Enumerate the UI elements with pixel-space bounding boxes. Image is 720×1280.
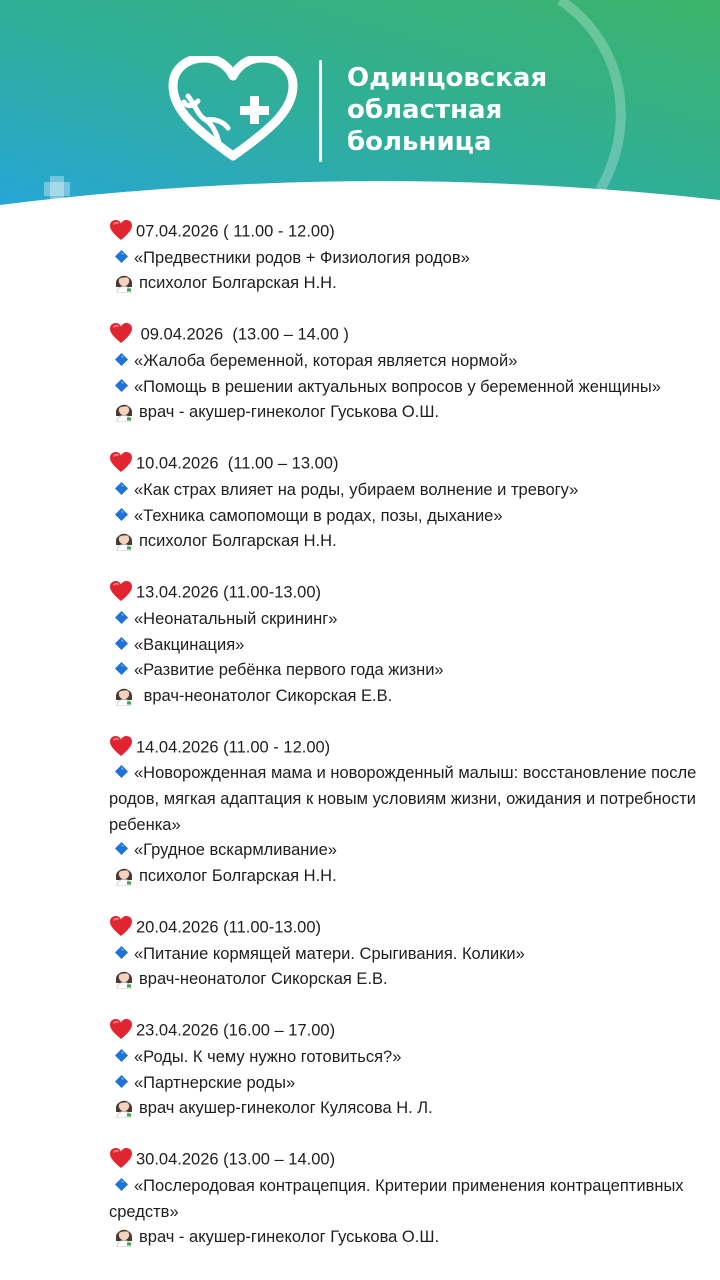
event-topic [109,375,709,401]
blue-diamond-icon [115,482,128,495]
event-topic-text: «Роды. К чему нужно готовиться?» [134,1048,402,1066]
event-speaker: врач - акушер-гинеколог Гуськова О.Ш. [139,1228,440,1247]
hospital-name-line3: больница [347,127,492,157]
blue-diamond-icon [115,1075,128,1088]
event-date-line [109,451,709,478]
event-topic [109,658,709,684]
event-speaker-line [109,529,709,555]
event-topic-text: «Как страх влияет на роды, убираем волнение и тревогу» [134,480,579,499]
event-speaker-line [109,400,709,426]
event-topic [109,1071,709,1097]
event-speaker-line [109,1096,709,1122]
event-item [109,915,709,993]
doctor-woman-icon [113,400,135,422]
event-item [109,1147,709,1250]
event-topic [109,942,709,968]
event-topic [109,349,709,375]
event-topic [109,838,709,864]
blue-diamond-icon [115,611,128,624]
logo-divider [319,60,322,162]
hospital-name [347,62,547,158]
event-item [109,322,709,425]
event-speaker-line [109,1225,709,1251]
event-item [109,219,709,297]
event-date: 09.04.2026 (13.00 – 14.00 ) [136,326,349,345]
blue-diamond-icon [115,508,128,521]
blue-diamond-icon [115,765,128,778]
blue-diamond-icon [115,250,128,263]
event-topic-text: «Жалоба беременной, которая является нормой» [134,351,518,370]
event-speaker: врач - акушер-гинеколог Гуськова О.Ш. [139,403,440,422]
blue-diamond-icon [115,1049,128,1062]
event-item [109,451,709,554]
red-heart-icon [109,322,133,349]
blue-diamond-icon [115,662,128,675]
event-date-line [109,1018,709,1045]
event-speaker: врач акушер-гинеколог Кулясова Н. Л. [139,1099,433,1118]
event-topic-text: «Предвестники родов + Физиология родов» [134,248,470,267]
event-date-line [109,1147,709,1174]
event-topic-text: «Вакцинация» [134,635,245,654]
event-speaker: врач-неонатолог Сикорская Е.В. [139,970,388,989]
event-speaker-line [109,271,709,297]
event-speaker: психолог Болгарская Н.Н. [139,866,337,885]
blue-diamond-icon [115,379,128,392]
event-topic [109,246,709,272]
event-item [109,580,709,709]
event-speaker: психолог Болгарская Н.Н. [139,274,337,293]
event-topic [109,633,709,659]
event-speaker-line [109,864,709,890]
event-topic-text: «Развитие ребёнка первого года жизни» [134,661,444,680]
event-speaker: психолог Болгарская Н.Н. [139,532,337,551]
blue-diamond-icon [115,637,128,650]
event-date: 30.04.2026 (13.00 – 14.00) [136,1151,336,1170]
event-topic-text: «Партнерские роды» [134,1073,296,1092]
event-speaker: врач-неонатолог Сикорская Е.В. [139,686,393,705]
red-heart-icon [109,451,133,478]
event-item [109,735,709,890]
event-date: 10.04.2026 (11.00 – 13.00) [136,455,339,473]
event-topic-text: «Помощь в решении актуальных вопросов у беременной женщины» [134,377,661,396]
blue-diamond-icon [115,946,128,959]
event-topic-text: «Питание кормящей матери. Срыгивания. Колики» [134,944,525,963]
event-topic-text: «Послеродовая контрацепция. Критерии применения контрацептивных средств» [109,1176,684,1221]
event-topic-text: «Грудное вскармливание» [134,841,337,860]
red-heart-icon [109,219,133,246]
schedule-list [109,219,709,1276]
blue-diamond-icon [115,353,128,366]
red-heart-icon [109,1018,133,1045]
event-date-line [109,322,709,349]
event-item [109,1018,709,1121]
blue-diamond-icon [115,1178,128,1191]
event-topic-text: «Новорожденная мама и новорожденный малыш: восстановление после родов, мягкая адаптация к новым условиям жизни, ожидания и потребности ребенка» [109,764,697,834]
event-date-line [109,735,709,762]
doctor-woman-icon [113,864,135,886]
hospital-logo [168,56,298,166]
event-topic [109,1045,709,1071]
red-heart-icon [109,915,133,942]
event-date: 07.04.2026 ( 11.00 - 12.00) [136,222,335,241]
event-topic [109,761,709,838]
doctor-woman-icon [113,967,135,989]
event-topic-text: «Неонатальный скрининг» [134,609,338,628]
doctor-woman-icon [113,271,135,293]
doctor-woman-icon [113,684,135,706]
event-speaker-line [109,967,709,993]
event-topic [109,607,709,633]
red-heart-icon [109,1147,133,1174]
event-date-line [109,580,709,607]
event-topic-text: «Техника самопомощи в родах, позы, дыхание» [134,506,503,525]
doctor-woman-icon [113,1096,135,1118]
event-topic [109,1174,709,1225]
event-date: 13.04.2026 (11.00-13.00) [136,583,322,602]
doctor-woman-icon [113,529,135,551]
event-date: 23.04.2026 (16.00 – 17.00) [136,1022,336,1041]
event-date: 20.04.2026 (11.00-13.00) [136,918,322,937]
event-date: 14.04.2026 (11.00 - 12.00) [136,738,331,757]
red-heart-icon [109,580,133,607]
event-date-line [109,915,709,942]
doctor-woman-icon [113,1225,135,1247]
event-date-line [109,219,709,246]
blue-diamond-icon [115,842,128,855]
event-topic [109,504,709,530]
event-topic [109,478,709,504]
header-banner [0,0,720,240]
red-heart-icon [109,735,133,762]
hospital-name-line2: областная [347,95,503,125]
hospital-name-line1: Одинцовская [347,63,548,93]
event-speaker-line [109,684,709,710]
